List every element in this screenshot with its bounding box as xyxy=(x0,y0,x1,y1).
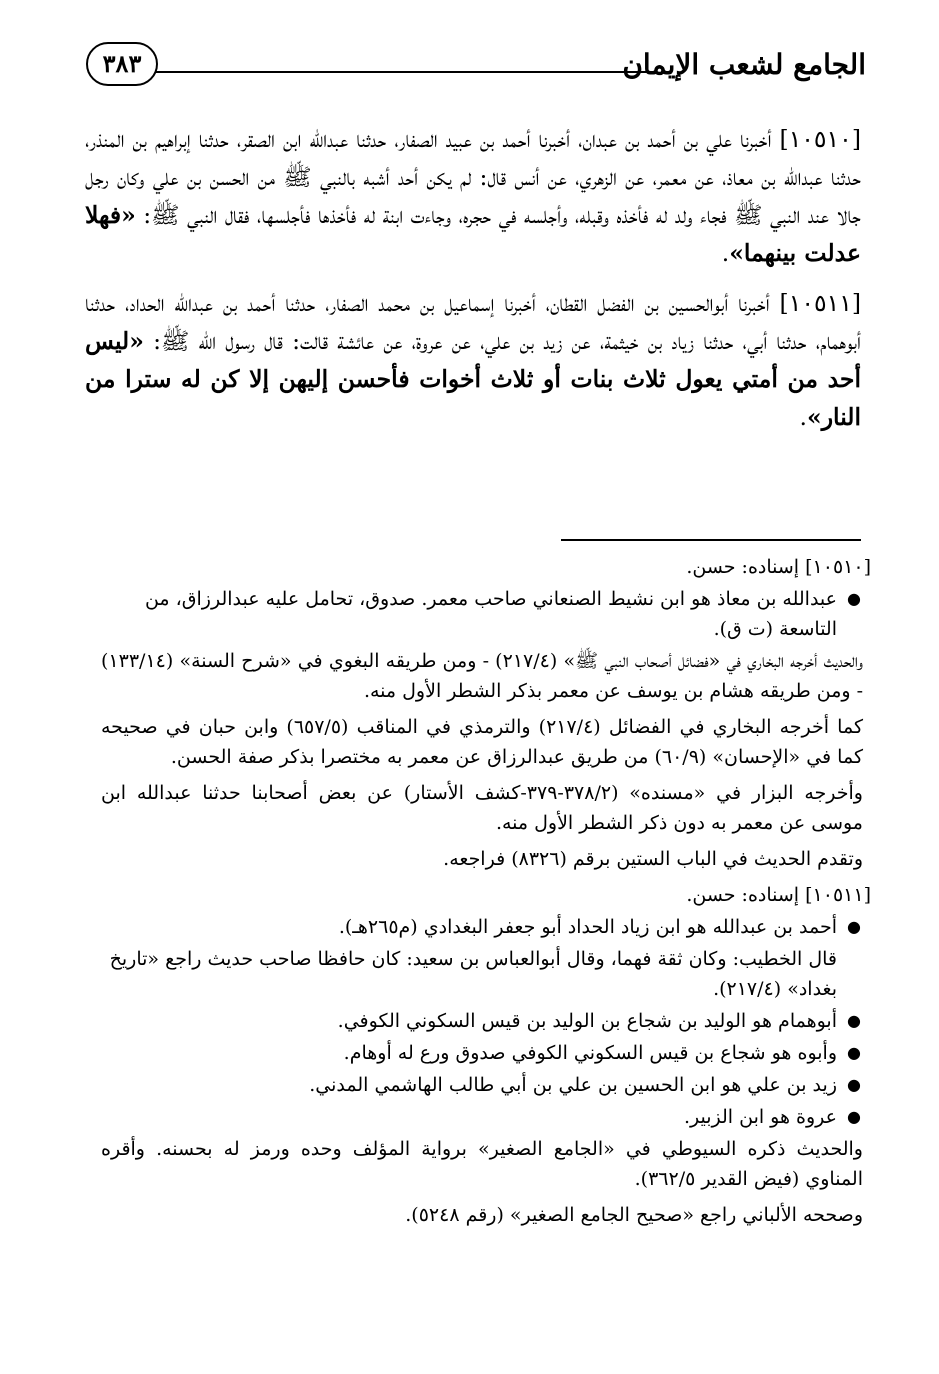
note-bullet xyxy=(101,912,871,942)
bullet-icon: ● xyxy=(847,1075,861,1094)
hadith-quote: «ليس أحد من أمتي يعول ثلاث بنات أو ثلاث أخوات فأحسن إليهن إلا كن له سترا من النار» xyxy=(85,327,861,431)
note-bullet-text: عروة هو ابن الزبير. xyxy=(683,1106,837,1128)
note-paragraph: وصححه الألباني راجع «صحيح الجامع الصغير» (رقم ٥٢٤٨). xyxy=(405,1204,863,1226)
hadith-end: . xyxy=(799,403,808,431)
footnotes xyxy=(101,552,871,1236)
note-continuation: قال الخطيب: وكان ثقة فهما، وقال أبوالعباس بن سعيد: كان حافظا صاحب حديث راجع «تاريخ بغداد» (٢١٧/٤). xyxy=(109,948,837,1000)
bullet-icon: ● xyxy=(847,589,861,608)
hadith-quote: «فهلا عدلت بينهما» xyxy=(85,201,861,267)
hadith-number: [١٠٥١١] xyxy=(779,289,861,317)
note-bullet xyxy=(101,1038,871,1068)
book-title: الجامع لشعب الإيمان xyxy=(622,48,866,81)
header-rule xyxy=(156,71,651,73)
bullet-icon: ● xyxy=(847,1107,861,1126)
hadith-text: أخبرنا علي بن أحمد بن عبدان، أخبرنا أحمد بن عبيد الصفار، حدثنا عبدالله ابن الصقر، حدثنا إبراهيم بن المنذر، حدثنا عبدالله بن معاذ، عن معمر، عن الزهري، عن أنس قال: لم يكن أحد أشبه بالنبي ﷺ من الحسن بن علي وكان رجل جالا عند النبي ﷺ فجاء ولد له فأخذه وقبله، وأجلسه في حجره، وجاءت ابنة له فأخذها فأجلسها، فقال النبي ﷺ: xyxy=(85,125,861,229)
bullet-icon: ● xyxy=(847,1043,861,1062)
note-bullet xyxy=(101,1102,871,1132)
note-bullet xyxy=(101,1006,871,1036)
note-heading: [١٠٥١٠] إسناده: حسن. xyxy=(686,556,871,578)
hadith-10510 xyxy=(85,120,861,272)
note-paragraph: والحديث ذكره السيوطي في «الجامع الصغير» برواية المؤلف وحده ورمز له بحسنه. وأقره المناوي (فيض القدير ٣٦٢/٥). xyxy=(101,1138,863,1190)
page-number: ٣٨٣ xyxy=(86,42,158,86)
bullet-icon: ● xyxy=(847,917,861,936)
note-paragraph: وأخرجه البزار في «مسنده» (٣٧٨/٢-٣٧٩-كشف الأستار) عن بعض أصحابنا حدثنا عبدالله ابن موسى عن معمر به دون ذكر الشطر الأول منه. xyxy=(101,782,863,834)
note-paragraph: وتقدم الحديث في الباب الستين برقم (٨٣٢٦) فراجعه. xyxy=(443,848,863,870)
bullet-icon: ● xyxy=(847,1011,861,1030)
footnote-separator xyxy=(561,539,861,541)
page-header xyxy=(86,42,866,92)
main-text xyxy=(85,120,861,448)
note-heading: [١٠٥١١] إسناده: حسن. xyxy=(686,884,871,906)
note-bullet-text: أحمد بن عبدالله هو ابن زياد الحداد أبو جعفر البغدادي (م٢٦٥هـ). xyxy=(338,916,837,938)
note-paragraph: والحديث أخرجه البخاري في «فضائل أصحاب النبي ﷺ» (٢١٧/٤) - ومن طريقه البغوي في «شرح السنة» (١٣٣/١٤) - ومن طريقه هشام بن يوسف عن معمر بذكر الشطر الأول منه. xyxy=(101,650,863,702)
note-bullet xyxy=(101,1070,871,1100)
note-bullet xyxy=(101,584,871,644)
hadith-number: [١٠٥١٠] xyxy=(779,125,861,153)
note-paragraph: كما أخرجه البخاري في الفضائل (٢١٧/٤) والترمذي في المناقب (٦٥٧/٥) وابن حبان في صحيحه كما في «الإحسان» (٦٠/٩) من طريق عبدالرزاق عن معمر به مختصرا بذكر صفة الحسن. xyxy=(101,716,863,768)
hadith-end: . xyxy=(721,239,730,267)
note-bullet-text: عبدالله بن معاذ هو ابن نشيط الصنعاني صاحب معمر. صدوق، تحامل عليه عبدالرزاق، من التاسعة (ت ق). xyxy=(144,588,837,640)
note-bullet-text: أبوهمام هو الوليد بن شجاع بن الوليد بن قيس السكوني الكوفي. xyxy=(337,1010,837,1032)
hadith-10511 xyxy=(85,284,861,436)
hadith-text: أخبرنا أبوالحسين بن الفضل القطان، أخبرنا إسماعيل بن محمد الصفار، حدثنا أحمد بن عبدالله الحداد، حدثنا أبوهمام، حدثنا أبي، حدثنا زياد بن خيثمة، عن زيد بن علي، عن عروة، عن عائشة قالت: قال رسول الله ﷺ: xyxy=(85,289,861,355)
note-bullet-text: وأبوه هو شجاع بن قيس السكوني الكوفي صدوق ورع له أوهام. xyxy=(343,1042,837,1064)
note-bullet-text: زيد بن علي هو ابن الحسين بن علي بن أبي طالب الهاشمي المدني. xyxy=(309,1074,837,1096)
